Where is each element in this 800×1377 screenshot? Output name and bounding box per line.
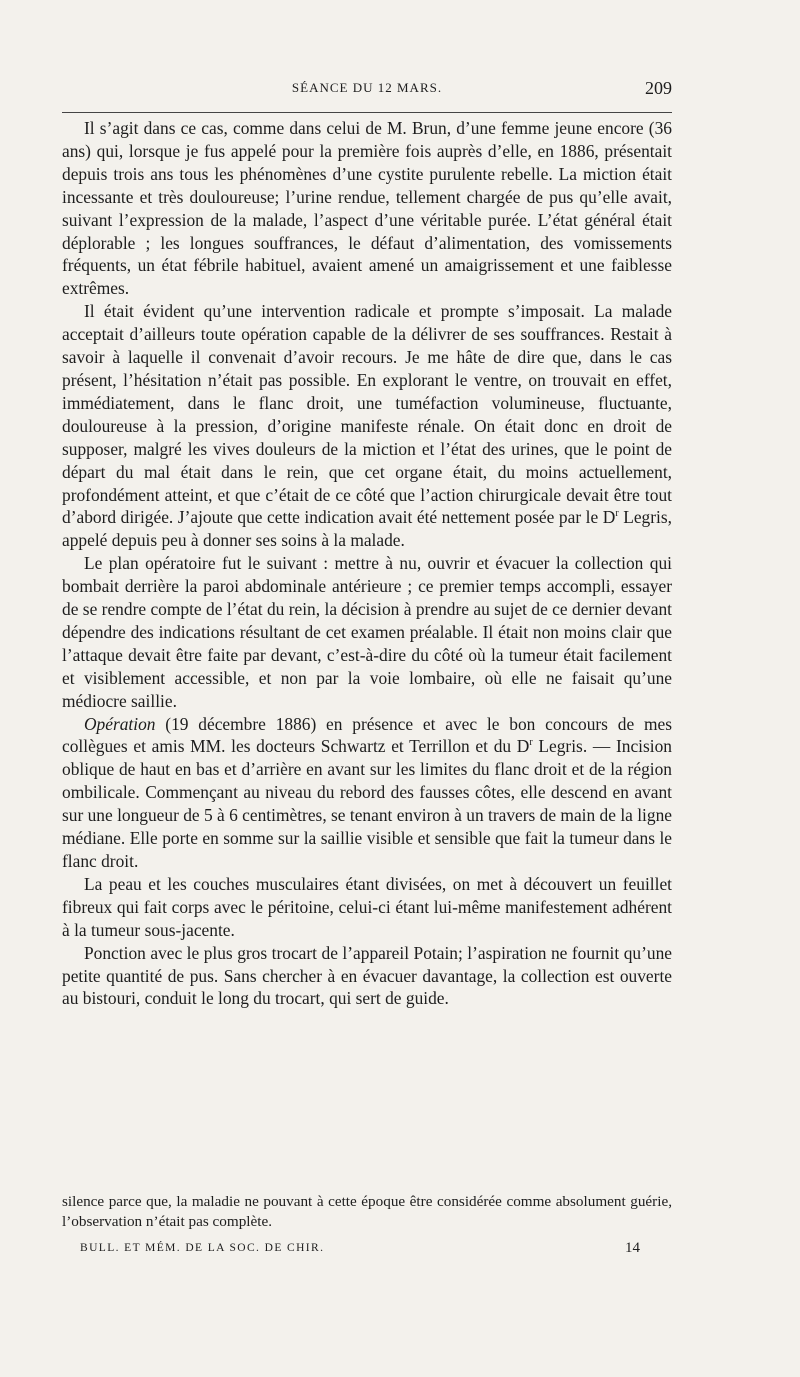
- paragraph-6: [62, 942, 672, 1011]
- journal-signature: BULL. ET MÉM. DE LA SOC. DE CHIR.: [80, 1242, 325, 1254]
- header-rule: [62, 112, 672, 113]
- paragraph-2: [62, 300, 672, 552]
- paragraph-6-text: Ponction avec le plus gros trocart de l’appareil Potain; l’aspiration ne fournit qu’une petite quantité de pus. Sans chercher à en évacuer davantage, la collection est ouverte au bistouri, conduit le long du trocart, qui sert de guide.: [62, 942, 672, 1009]
- paragraph-5: [62, 873, 672, 942]
- paragraph-5-text: La peau et les couches musculaires étant divisées, on met à découvert un feuillet fibreux qui fait corps avec le péritoine, celui-ci étant lui-même manifestement adhérent à la tumeur sous-jacente.: [62, 873, 672, 940]
- paragraph-2-text-b: Legris, appelé depuis peu à donner ses soins à la malade.: [62, 507, 672, 551]
- paragraph-4-italic-lead: Opération: [84, 713, 156, 734]
- paragraph-4-superscript: r: [529, 737, 533, 749]
- paragraph-4: [62, 713, 672, 873]
- footnote: [62, 1192, 672, 1231]
- paragraph-2-superscript: r: [615, 508, 619, 520]
- paragraph-3-text: Le plan opératoire fut le suivant : mettre à nu, ouvrir et évacuer la collection qui bombait derrière la paroi abdominale antérieure ; ce premier temps accompli, essayer de se rendre compte de l’état du rein, la décision à prendre au sujet de ce dernier devant dépendre des indications résultant de cet examen préalable. Il était non moins clair que l’attaque devait être faite par devant, c’est-à-dire du côté où la tumeur était facilement et visiblement accessible, et non par la voie lombaire, où elle ne faisait qu’une médiocre saillie.: [62, 553, 672, 711]
- signature-number: 14: [625, 1240, 640, 1256]
- body-text: [62, 117, 672, 1010]
- paragraph-4-text-b: Legris. — Incision oblique de haut en bas et d’arrière en avant sur les limites du flanc droit et de la région ombilicale. Commençant au niveau du rebord des fausses côtes, elle descend en avant sur une longueur de 5 à 6 centimètres, se tenant environ à un travers de main de la ligne médiane. Elle porte en somme sur la saillie visible et sensible que fait la tumeur dans le flanc droit.: [62, 736, 672, 871]
- paragraph-3: [62, 552, 672, 712]
- running-head: SÉANCE DU 12 MARS.: [291, 80, 443, 95]
- paragraph-1-text: Il s’agit dans ce cas, comme dans celui de M. Brun, d’une femme jeune encore (36 ans) qui, lorsque je fus appelé pour la première fois auprès d’elle, en 1886, présentait depuis trois ans tous les phénomènes d’une cystite purulente rebelle. La miction était incessante et très douloureuse; l’urine rendue, tellement chargée de pus qu’elle avait, suivant l’expression de la malade, l’aspect d’une véritable purée. L’état général était déplorable ; les longues souffrances, le défaut d’alimentation, des vomissements fréquents, un état fébrile habituel, avaient amené un amaigrissement et une faiblesse extrêmes.: [62, 118, 672, 299]
- page-signature: [80, 1242, 640, 1262]
- paragraph-1: [62, 117, 672, 300]
- page-header: [62, 78, 672, 100]
- footnote-text: silence parce que, la maladie ne pouvant à cette époque être considérée comme absolument guérie, l’observation n’était pas complète.: [62, 1193, 672, 1230]
- page-number: 209: [645, 78, 672, 98]
- paragraph-2-text-a: Il était évident qu’une intervention radicale et prompte s’imposait. La malade acceptait d’ailleurs toute opération capable de la délivrer de ses souffrances. Restait à savoir à laquelle il convenait d’avoir recours. Je me hâte de dire que, dans le cas présent, l’hésitation n’était pas possible. En explorant le ventre, on trouvait en effet, immédiatement, dans le flanc droit, une tuméfaction volumineuse, fluctuante, douloureuse à la pression, d’origine manifeste rénale. On était donc en droit de supposer, malgré les vives douleurs de la miction et l’état des urines, que le point de départ du mal était dans le rein, que cet organe était, du moins actuellement, profondément atteint, et que c’était de ce côté que l’action chirurgicale devait être tout d’abord dirigée. J’ajoute que cette indication avait été nettement posée par le D: [62, 301, 672, 528]
- paragraph-4-text-a: (19 décembre 1886) en présence et avec le bon concours de mes collègues et amis MM. les docteurs Schwartz et Terrillon et du D: [62, 713, 672, 757]
